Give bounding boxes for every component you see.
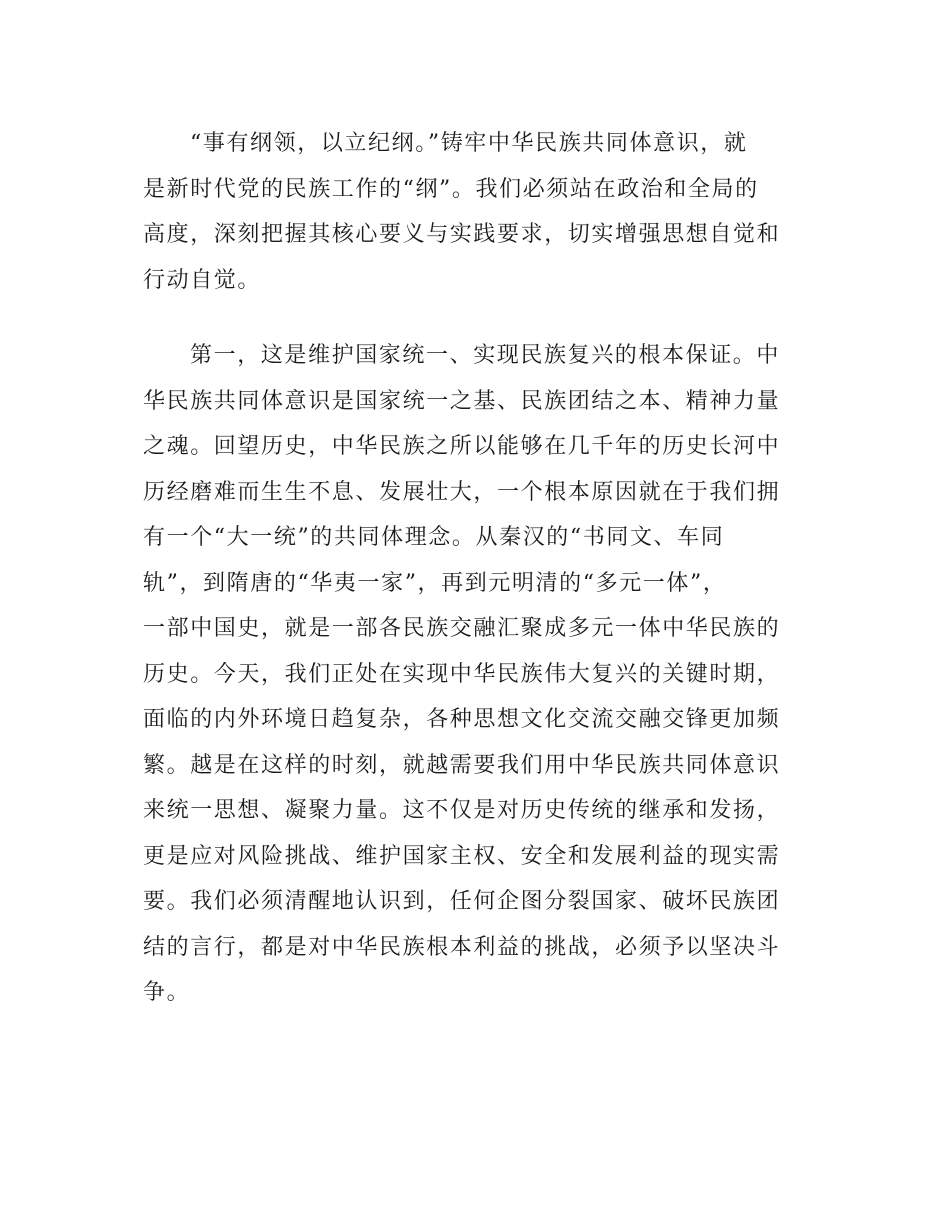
text-line: 高度，深刻把握其核心要义与实践要求，切实增强思想自觉和 [143, 222, 781, 247]
text-line: 繁。越是在这样的时刻，就越需要我们用中华民族共同体意识 [143, 752, 781, 778]
text-line: 来统一思想、凝聚力量。这不仅是对历史传统的继承和发扬， [143, 798, 781, 823]
text-line: “事有纲领，以立纪纲。”铸牢中华民族共同体意识，就 [190, 131, 748, 156]
text-line: 更是应对风险挑战、维护国家主权、安全和发展利益的现实需 [143, 843, 781, 869]
text-line: 华民族共同体意识是国家统一之基、民族团结之本、精神力量 [143, 388, 781, 414]
text-line: 第一，这是维护国家统一、实现民族复兴的根本保证。中 [190, 343, 781, 368]
text-line: 行动自觉。 [143, 267, 262, 293]
text-line: 一部中国史，就是一部各民族交融汇聚成多元一体中华民族的 [143, 616, 781, 641]
text-line: 要。我们必须清醒地认识到，任何企图分裂国家、破坏民族团 [143, 889, 781, 914]
text-line: 面临的内外环境日趋复杂，各种思想文化交流交融交锋更加频 [143, 707, 781, 732]
text-line: 轨”，到隋唐的“华夷一家”，再到元明清的“多元一体”， [143, 570, 727, 596]
text-line: 历史。今天，我们正处在实现中华民族伟大复兴的关键时期， [143, 661, 781, 687]
paragraph-intro [143, 121, 823, 303]
paragraph-point-one [143, 333, 823, 1016]
text-line: 之魂。回望历史，中华民族之所以能够在几千年的历史长河中 [143, 434, 781, 459]
text-line: 结的言行，都是对中华民族根本利益的挑战，必须予以坚决斗 [143, 934, 781, 960]
text-line: 有一个“大一统”的共同体理念。从秦汉的“书同文、车同 [143, 525, 725, 550]
text-line: 争。 [143, 980, 191, 1005]
text-line: 历经磨难而生生不息、发展壮大，一个根本原因就在于我们拥 [143, 479, 781, 505]
text-line: 是新时代党的民族工作的“纲”。我们必须站在政治和全局的 [143, 176, 759, 202]
